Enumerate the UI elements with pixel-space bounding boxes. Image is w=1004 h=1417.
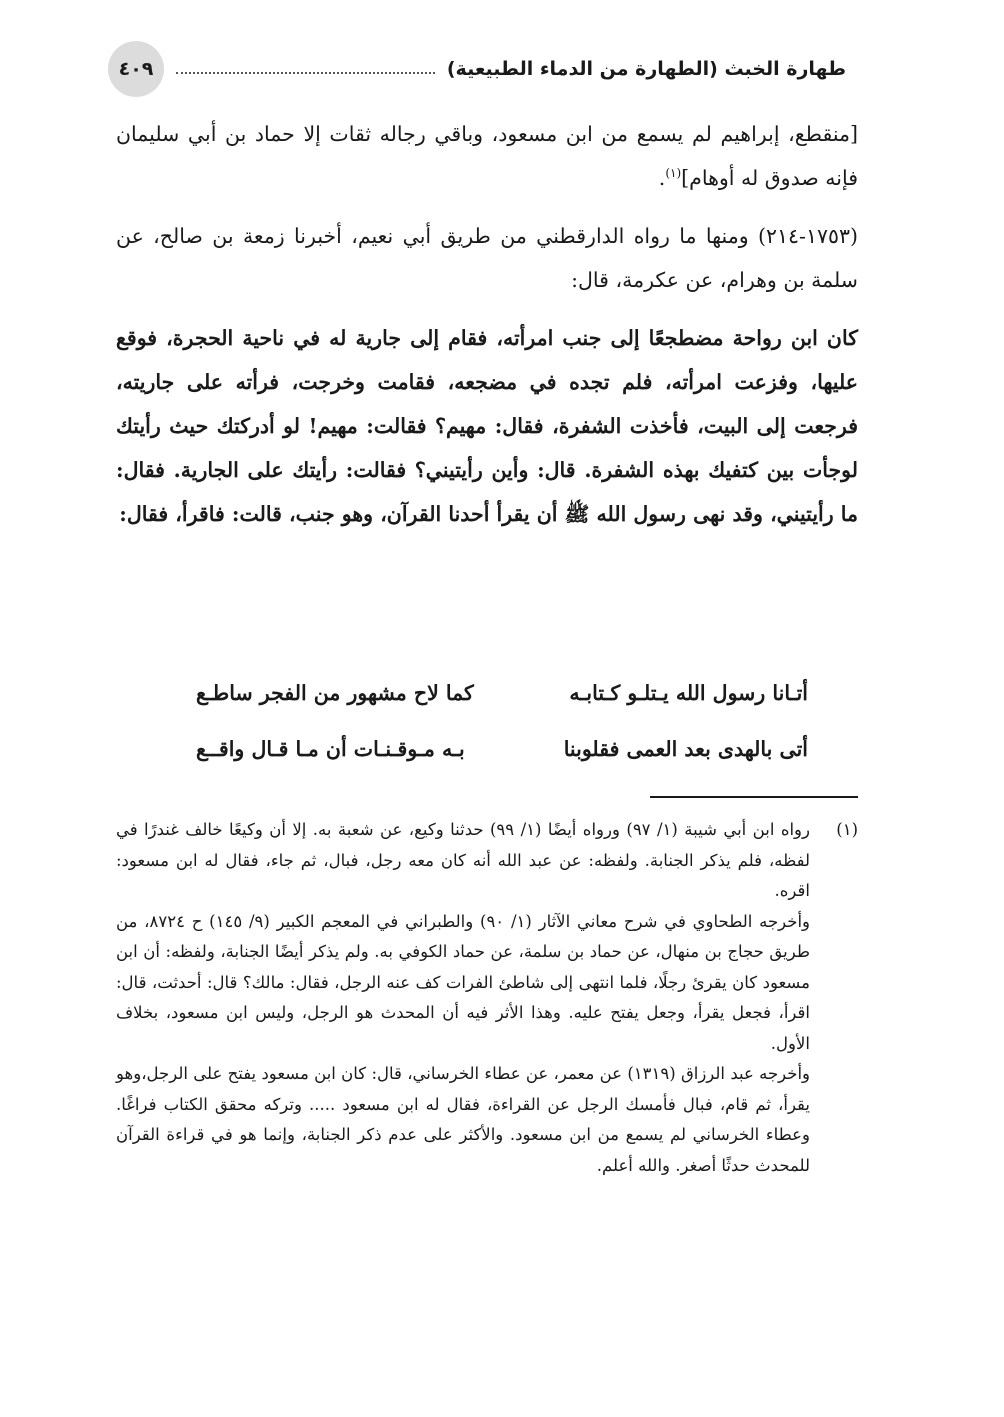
running-title: طهارة الخبث (الطهارة من الدماء الطبيعية) xyxy=(446,58,846,80)
page-number-badge: ٤٠٩ xyxy=(108,41,164,97)
poem-line xyxy=(196,721,808,777)
footnote-text: رواه ابن أبي شيبة (١/ ٩٧) ورواه أيضًا (١/ ٩٩) حدثنا وكيع، عن شعبة به. إلا أن وكيعًا خالف غندرًا في لفظه، فلم يذكر الجنابة. ولفظه: عن عبد الله أنه كان معه رجل، فبال، ثم جاء، فقال له ابن مسعود: اقره. xyxy=(116,820,810,900)
running-header xyxy=(108,40,846,98)
leader-dots xyxy=(176,72,435,74)
footnote-1 xyxy=(116,815,858,907)
paragraph-narration: كان ابن رواحة مضطجعًا إلى جنب امرأته، فقام إلى جارية له في ناحية الحجرة، فوقع عليها، وفزعت امرأته، فلم تجده في مضجعه، فقامت وخرجت، فرأته على جاريته، فرجعت إلى البيت، فأخذت الشفرة، فقال: مهيم؟ فقالت: مهيم! لو أدركتك حيث رأيتك لوجأت بين كتفيك بهذه الشفرة. قال: وأين رأيتيني؟ فقالت: رأيتك على الجارية. فقال: ما رأيتيني، وقد نهى رسول الله ﷺ أن يقرأ أحدنا القرآن، وهو جنب، قالت: فاقرأ، فقال: xyxy=(116,326,858,526)
poem-hemistich-right: أتـانا رسول الله يـتلـو كـتابـه xyxy=(569,681,808,705)
poem-hemistich-right: أتى بالهدى بعد العمى فقلوبنا xyxy=(563,737,808,761)
poem-hemistich-left: كما لاح مشهور من الفجر ساطـع xyxy=(196,681,474,705)
grading-text: [منقطع، إبراهيم لم يسمع من ابن مسعود، وباقي رجاله ثقات إلا حماد بن أبي سليمان فإنه صدوق له أوهام] xyxy=(116,122,858,190)
main-text xyxy=(116,112,858,536)
paragraph-grading xyxy=(116,112,858,200)
poem xyxy=(196,665,808,777)
paragraph-isnad: (١٧٥٣-٢١٤) ومنها ما رواه الدارقطني من طريق أبي نعيم، أخبرنا زمعة بن صالح، عن سلمة بن وهرام، عن عكرمة، قال: xyxy=(116,224,858,292)
footnote-marker: (١) xyxy=(836,820,858,839)
footnote-paragraph: وأخرجه عبد الرزاق (١٣١٩) عن معمر، عن عطاء الخرساني، قال: كان ابن مسعود يفتح على الرجل،وهو يقرأ، ثم قام، فبال فأمسك الرجل عن القراءة، فقال له ابن مسعود ..... وتركه محقق الكتاب فراغًا. وعطاء الخرساني لم يسمع من ابن مسعود. والأكثر على عدم ذكر الجنابة، وإنما هو في قراءة القرآن للمحدث حدثًا أصغر. والله أعلم. xyxy=(116,1064,810,1175)
poem-line xyxy=(196,665,808,721)
poem-hemistich-left: بـه مـوقـنـات أن مـا قـال واقــع xyxy=(196,737,465,761)
footnote-paragraph: وأخرجه الطحاوي في شرح معاني الآثار (١/ ٩٠) والطبراني في المعجم الكبير (٩/ ١٤٥) ح ٨٧٢٤، من طريق حجاج بن منهال، عن حماد بن سلمة، عن حماد الكوفي به. ولم يذكر أيضًا الجنابة، ولفظه: أن ابن مسعود كان يقرئ رجلًا، فلما انتهى إلى شاطئ الفرات كف عنه الرجل، فقال: مالك؟ قال: أحدثت، قال: اقرأ، فجعل يقرأ، وجعل يفتح عليه. وهذا الأثر فيه أن المحدث هو الرجل، وليس ابن مسعود، بخلاف الأول. xyxy=(116,911,811,1053)
footnote-separator xyxy=(650,796,858,798)
grading-end: . xyxy=(658,166,666,190)
footnotes xyxy=(116,815,858,1181)
footnote-ref: (١) xyxy=(665,166,682,181)
